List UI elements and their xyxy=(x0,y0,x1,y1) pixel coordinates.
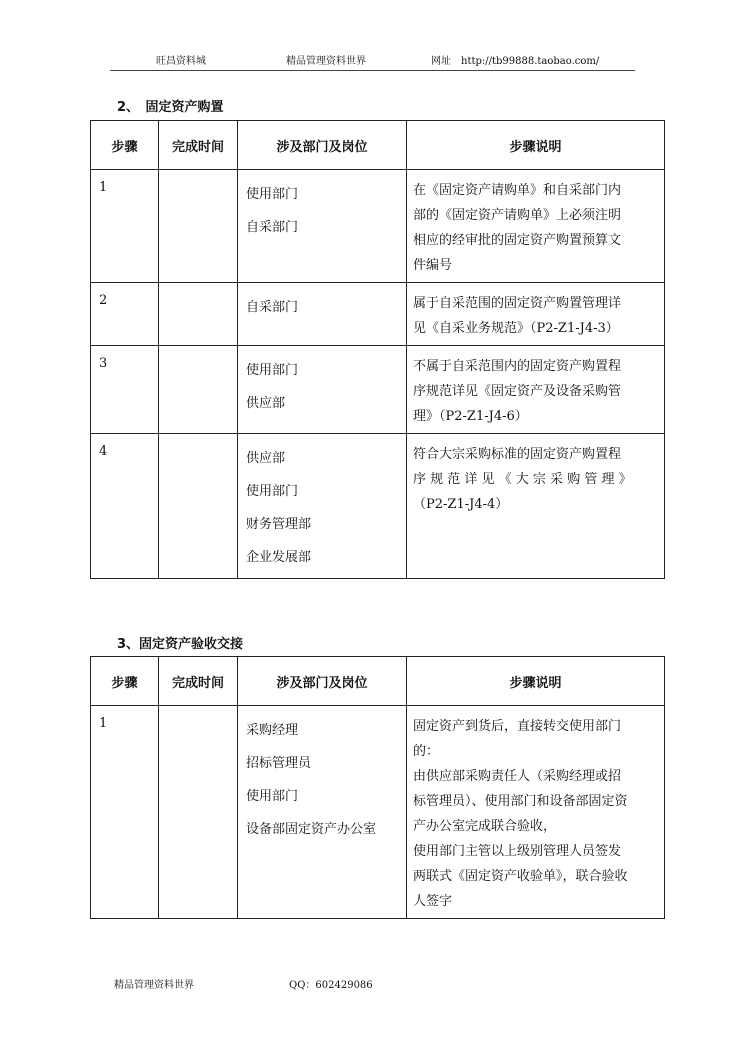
page-header xyxy=(110,52,635,71)
column-header-step: 步骤 xyxy=(91,657,159,706)
step-number-cell: 4 xyxy=(91,434,159,579)
completion-time-cell xyxy=(159,346,238,434)
column-header-time: 完成时间 xyxy=(159,657,238,706)
table-row xyxy=(91,170,665,283)
description-line: 人签字 xyxy=(413,894,453,909)
description-line: 在《固定资产请购单》和自采部门内 xyxy=(413,183,622,198)
department-line: 使用部门 xyxy=(246,363,299,378)
table-header-row xyxy=(91,121,665,170)
acceptance-steps-table xyxy=(90,656,665,919)
description-line: 使用部门主管以上级别管理人员签发 xyxy=(413,844,622,859)
description-line: 见《自采业务规范》（P2-Z1-J4-3） xyxy=(413,321,619,336)
section2-title: 2、 固定资产购置 xyxy=(117,100,224,115)
description-line: 由供应部采购责任人（采购经理或招 xyxy=(413,769,622,784)
table-header-row xyxy=(91,657,665,706)
completion-time-cell xyxy=(159,170,238,283)
description-line: 件编号 xyxy=(413,258,453,273)
department-line: 使用部门 xyxy=(246,789,299,804)
header-middle-text: 精品管理资料世界 xyxy=(286,56,366,67)
departments-cell xyxy=(238,170,407,283)
description-cell xyxy=(407,283,665,346)
department-line: 自采部门 xyxy=(246,220,299,235)
departments-cell xyxy=(238,346,407,434)
department-line: 设备部固定资产办公室 xyxy=(246,822,377,837)
column-header-time: 完成时间 xyxy=(159,121,238,170)
description-line: 两联式《固定资产收验单》，联合验收 xyxy=(413,869,628,884)
departments-cell xyxy=(238,706,407,919)
step-number-cell: 1 xyxy=(91,170,159,283)
description-line: 序规范详见《固定资产及设备采购管 xyxy=(413,384,622,399)
completion-time-cell xyxy=(159,706,238,919)
department-line: 企业发展部 xyxy=(246,550,312,565)
description-line: 的： xyxy=(413,744,440,759)
description-cell xyxy=(407,434,665,579)
column-header-description: 步骤说明 xyxy=(407,657,665,706)
column-header-departments: 涉及部门及岗位 xyxy=(238,121,407,170)
description-line: 符合大宗采购标准的固定资产购置程 xyxy=(413,447,622,462)
table-row xyxy=(91,434,665,579)
footer-left-text: 精品管理资料世界 xyxy=(114,980,194,991)
step-number-cell: 1 xyxy=(91,706,159,919)
department-line: 自采部门 xyxy=(246,300,299,315)
table-row xyxy=(91,346,665,434)
description-line: 固定资产到货后，直接转交使用部门 xyxy=(413,719,622,734)
column-header-description: 步骤说明 xyxy=(407,121,665,170)
department-line: 招标管理员 xyxy=(246,756,312,771)
description-cell xyxy=(407,706,665,919)
department-line: 采购经理 xyxy=(246,723,299,738)
departments-cell xyxy=(238,283,407,346)
description-line: 序 规 范 详 见 《 大 宗 采 购 管 理 》 xyxy=(413,472,632,487)
step-number-cell: 2 xyxy=(91,283,159,346)
department-line: 供应部 xyxy=(246,396,286,411)
department-line: 使用部门 xyxy=(246,187,299,202)
description-cell xyxy=(407,170,665,283)
department-line: 财务管理部 xyxy=(246,517,312,532)
table-row xyxy=(91,706,665,919)
description-line: 部的《固定资产请购单》上必须注明 xyxy=(413,208,622,223)
step-number-cell: 3 xyxy=(91,346,159,434)
footer-qq-text: QQ：602429086 xyxy=(289,980,373,991)
table-row xyxy=(91,283,665,346)
description-line: 标管理员）、使用部门和设备部固定资 xyxy=(413,794,628,809)
column-header-departments: 涉及部门及岗位 xyxy=(238,657,407,706)
header-website-text: 网址 http://tb99888.taobao.com/ xyxy=(431,56,600,67)
section3-title: 3、固定资产验收交接 xyxy=(117,637,244,652)
purchase-steps-table xyxy=(90,120,665,579)
department-line: 使用部门 xyxy=(246,484,299,499)
description-line: 相应的经审批的固定资产购置预算文 xyxy=(413,233,622,248)
completion-time-cell xyxy=(159,283,238,346)
completion-time-cell xyxy=(159,434,238,579)
description-line: （P2-Z1-J4-4） xyxy=(413,497,509,512)
column-header-step: 步骤 xyxy=(91,121,159,170)
description-line: 不属于自采范围内的固定资产购置程 xyxy=(413,359,622,374)
description-line: 理》（P2-Z1-J4-6） xyxy=(413,409,528,424)
description-cell xyxy=(407,346,665,434)
header-left-text: 旺昌资料城 xyxy=(156,56,206,67)
description-line: 属于自采范围的固定资产购置管理详 xyxy=(413,296,622,311)
department-line: 供应部 xyxy=(246,451,286,466)
departments-cell xyxy=(238,434,407,579)
description-line: 产办公室完成联合验收， xyxy=(413,819,557,834)
